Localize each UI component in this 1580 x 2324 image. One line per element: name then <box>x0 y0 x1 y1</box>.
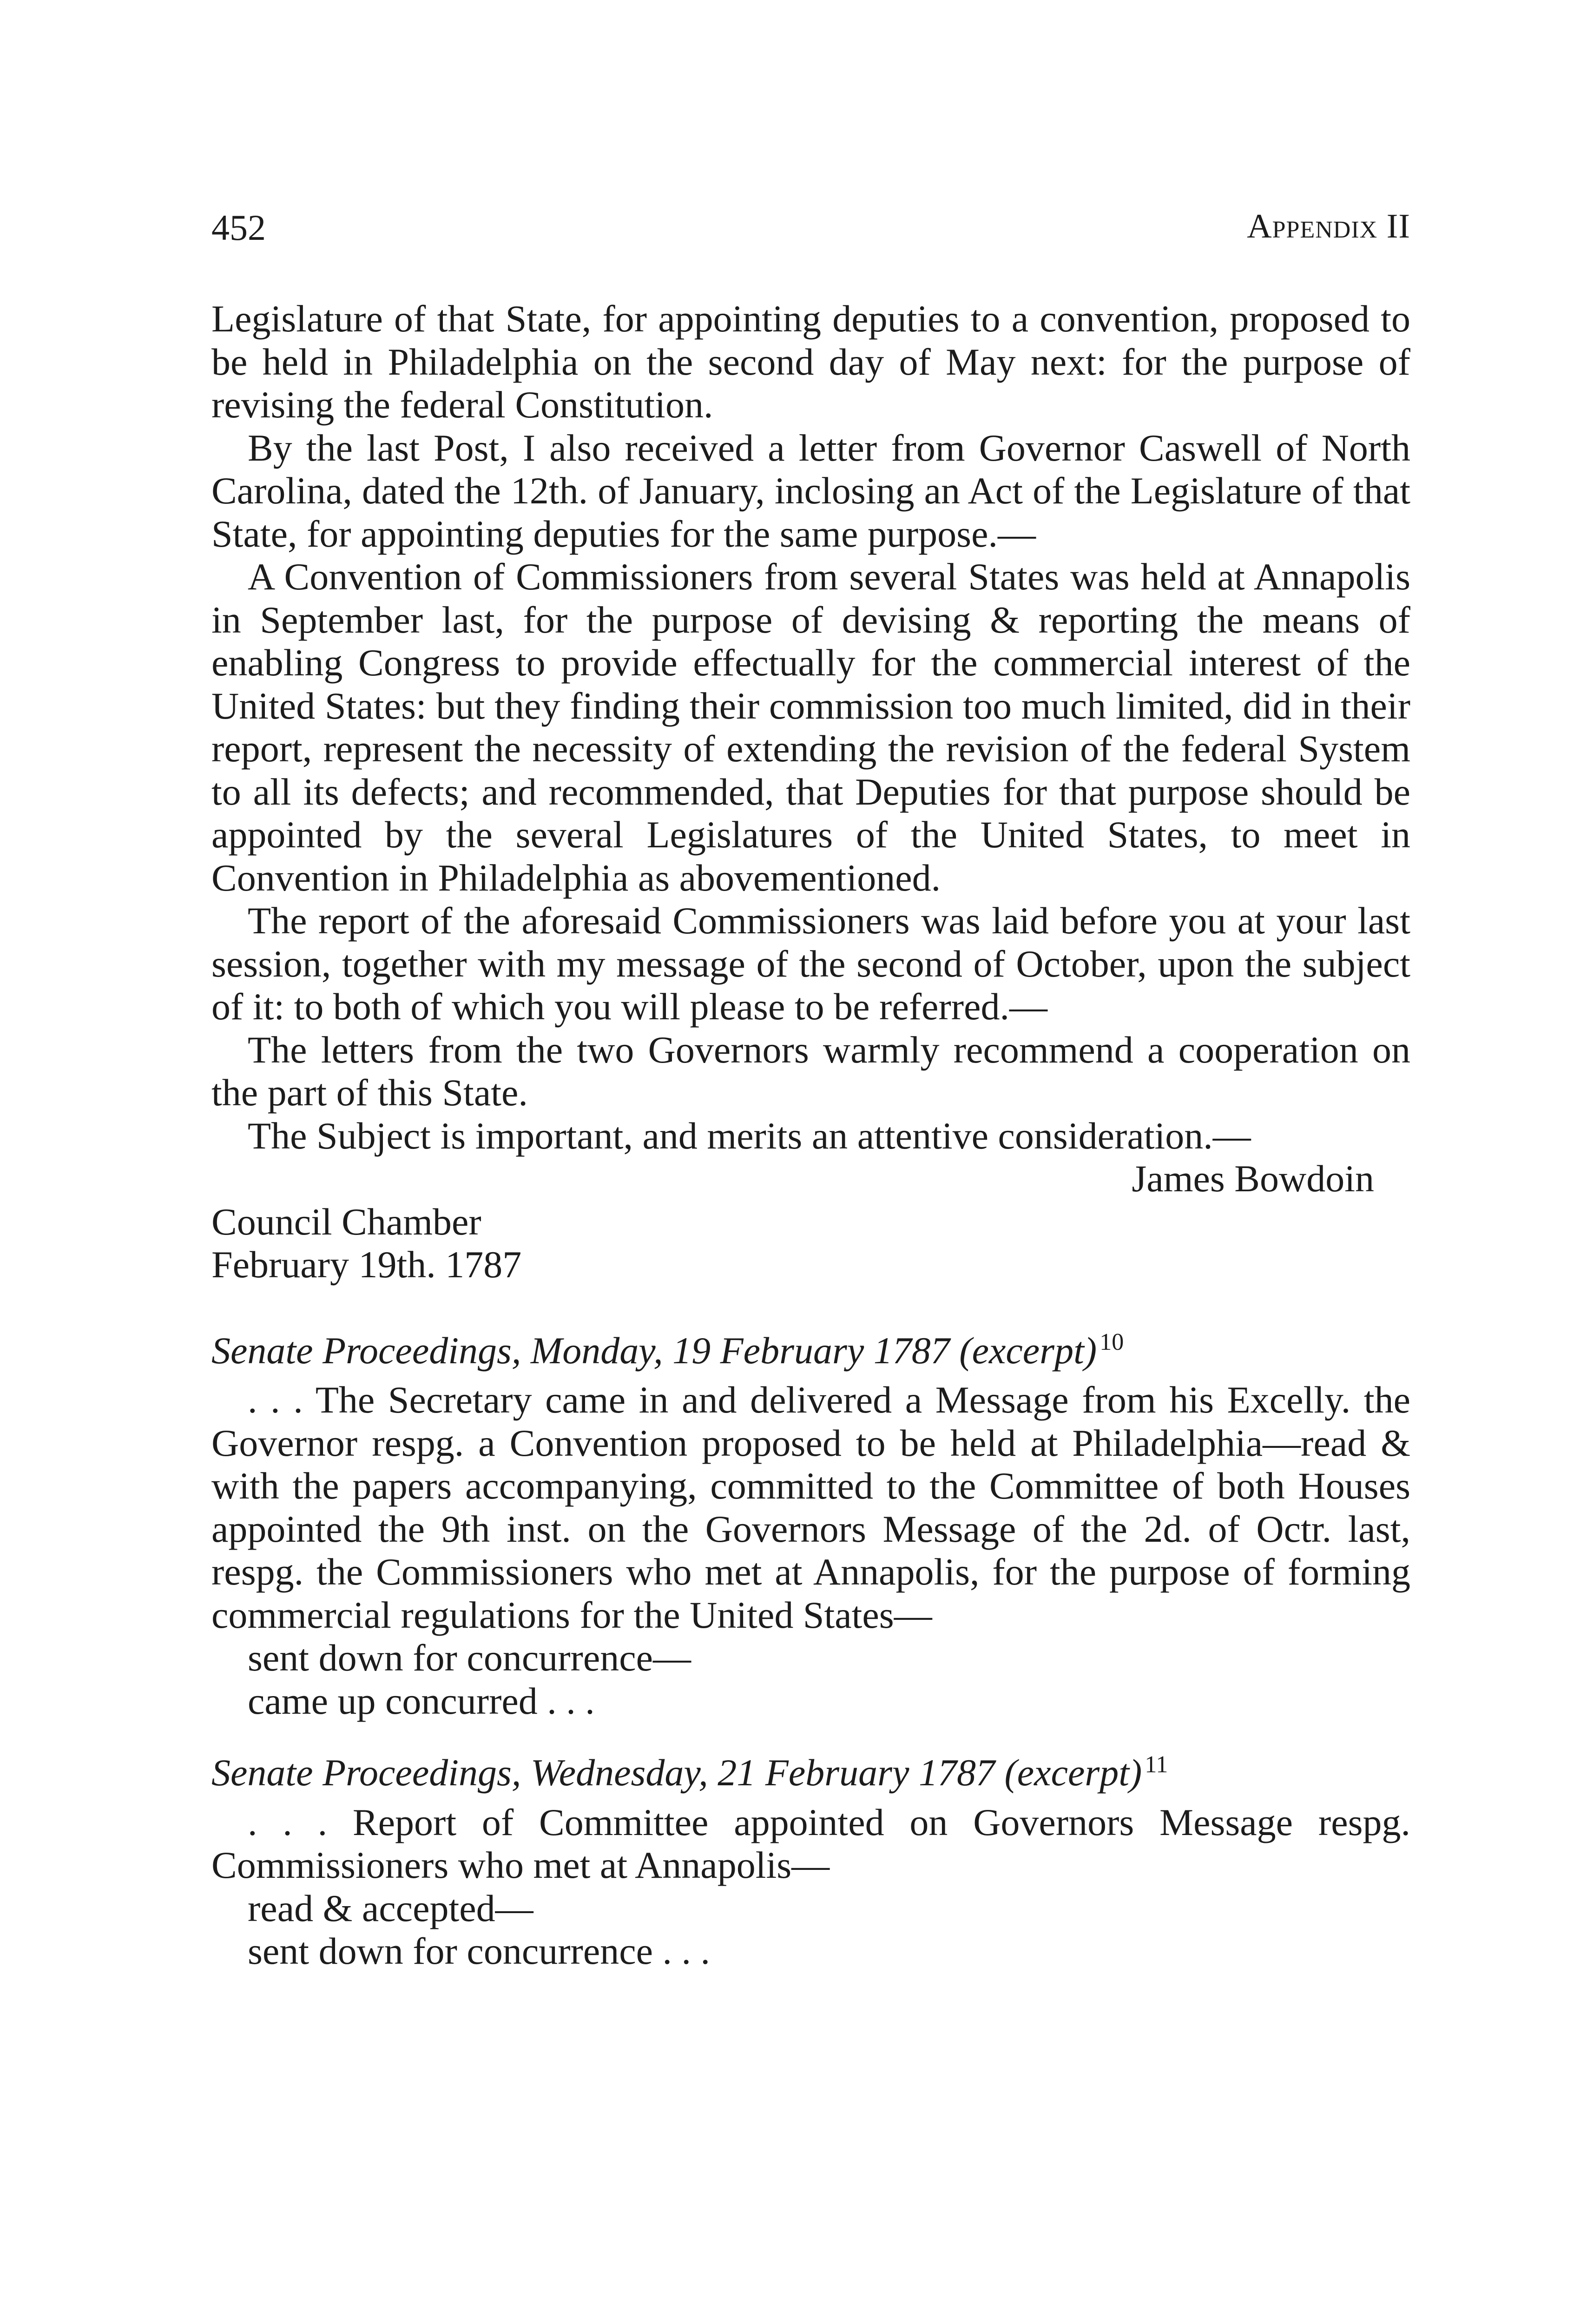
proceedings-text: . . . Report of Committee appointed on Governors Message respg. Commissioners who met at Annapolis— <box>211 1801 1410 1886</box>
section-heading-text: Senate Proceedings, Monday, 19 February 1787 (excerpt) <box>211 1329 1097 1372</box>
proceedings-line: sent down for concurrence . . . <box>248 1930 711 1972</box>
letter-paragraph: The report of the aforesaid Commissioners was laid before you at your last session, together with my message of the second of October, upon the subject of it: to both of which you will please to be referred.— <box>211 899 1410 1028</box>
document-page <box>211 0 1410 2324</box>
running-head: Appendix II <box>1247 207 1410 245</box>
footnote-reference: 11 <box>1145 1751 1168 1778</box>
page-header <box>211 207 1410 258</box>
letter-paragraph: Legislature of that State, for appointing deputies to a convention, proposed to be held in Philadelphia on the second day of May next: for the purpose of revising the federal Constitution. <box>211 297 1410 426</box>
senate-proceedings-21-feb <box>211 1751 1410 1973</box>
section-spacer <box>211 1287 1410 1301</box>
section-heading <box>211 1329 1410 1373</box>
page-number: 452 <box>211 207 266 248</box>
letter-paragraph: The letters from the two Governors warmly recommend a cooperation on the part of this State. <box>211 1028 1410 1114</box>
letter-paragraph: By the last Post, I also received a letter from Governor Caswell of North Carolina, dated the 12th. of January, inclosing an Act of the Legislature of that State, for appointing deputies for the same purpose.— <box>211 426 1410 555</box>
letter-paragraph: A Convention of Commissioners from several States was held at Annapolis in September last, for the purpose of devising & reporting the means of enabling Congress to provide effectually for the commercial interest of the United States: but they finding their commission too much limited, did in their report, represent the necessity of extending the revision of the federal System to all its defects; and recommended, that Deputies for that purpose should be appointed by the several Legislatures of the United States, to meet in Convention in Philadelphia as abovementioned. <box>211 555 1410 899</box>
letter-paragraph: The Subject is important, and merits an attentive consideration.— <box>248 1114 1251 1157</box>
proceedings-line: came up concurred . . . <box>248 1679 595 1722</box>
page-body <box>211 297 1410 1973</box>
proceedings-line: read & accepted— <box>248 1887 533 1929</box>
signature: James Bowdoin <box>1132 1157 1374 1200</box>
governor-message <box>211 297 1410 1287</box>
section-heading <box>211 1751 1410 1795</box>
proceedings-line: sent down for concurrence— <box>248 1637 691 1679</box>
proceedings-text: . . . The Secretary came in and delivered a Message from his Excelly. the Governor respg. a Convention proposed to be held at Philadelphia—read & with the papers accompanying, committed to the Committee of both Houses appointed the 9th inst. on the Governors Message of the 2d. of Octr. last, respg. the Commissioners who met at Annapolis, for the purpose of forming commercial regulations for the United States— <box>211 1379 1410 1636</box>
letter-date: February 19th. 1787 <box>211 1243 522 1286</box>
senate-proceedings-19-feb <box>211 1329 1410 1723</box>
footnote-reference: 10 <box>1099 1329 1124 1356</box>
section-heading-text: Senate Proceedings, Wednesday, 21 February 1787 (excerpt) <box>211 1751 1142 1794</box>
letter-place: Council Chamber <box>211 1200 481 1243</box>
